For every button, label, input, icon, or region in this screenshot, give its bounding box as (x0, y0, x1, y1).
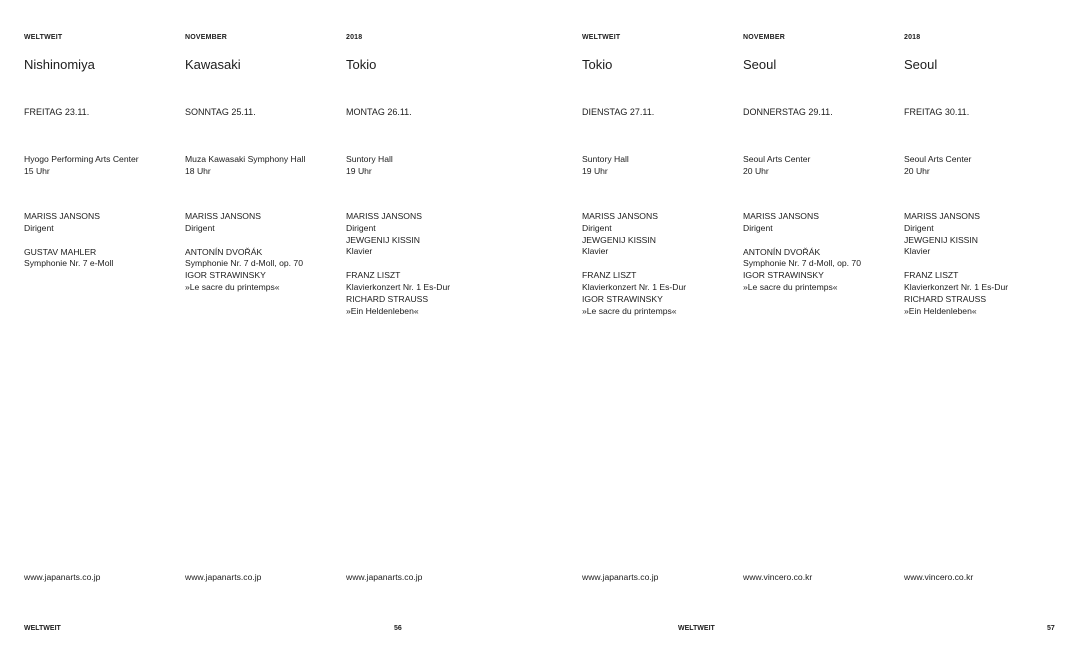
performer-role: Dirigent (743, 222, 773, 233)
composer-name: ANTONÍN DVOŘÁK (185, 246, 263, 257)
work-title: Symphonie Nr. 7 d-Moll, op. 70 (743, 258, 861, 269)
concert-column-nishinomiya (24, 0, 174, 600)
column-header: 2018 (346, 34, 363, 41)
performer-name: MARISS JANSONS (346, 211, 422, 221)
work-title: Klavierkonzert Nr. 1 Es-Dur (582, 281, 687, 292)
venue-name: Seoul Arts Center (904, 154, 972, 164)
performer-role: Dirigent (185, 222, 215, 233)
performer-name: JEWGENIJ KISSIN (904, 234, 979, 245)
work-title: Symphonie Nr. 7 e-Moll (24, 258, 114, 269)
column-header: WELTWEIT (24, 34, 63, 41)
concert-time: 20 Uhr (904, 165, 930, 176)
page-number-left: 56 (394, 625, 402, 632)
work-title: »Le sacre du printemps« (582, 305, 677, 316)
program-block (904, 211, 1008, 317)
footer-right-label: WELTWEIT (678, 625, 715, 632)
composer-name: IGOR STRAWINSKY (185, 270, 266, 281)
concert-time: 15 Uhr (24, 165, 50, 176)
city-name: Seoul (743, 57, 777, 72)
concert-date: MONTAG 26.11. (346, 107, 412, 117)
composer-name: IGOR STRAWINSKY (582, 293, 663, 304)
performer-role: Dirigent (346, 222, 376, 233)
performer-name: MARISS JANSONS (185, 211, 261, 221)
venue-block (743, 154, 810, 177)
composer-name: IGOR STRAWINSKY (743, 270, 824, 281)
performer-name: MARISS JANSONS (743, 211, 819, 221)
composer-name: ANTONÍN DVOŘÁK (743, 246, 821, 257)
footer-left-label: WELTWEIT (24, 625, 61, 632)
performer-role: Dirigent (582, 222, 612, 233)
concert-column-seoul-29 (743, 0, 893, 600)
city-name: Tokio (582, 57, 613, 72)
page-number-right: 57 (1047, 625, 1055, 632)
concert-column-seoul-30 (904, 0, 1054, 600)
performer-role: Klavier (904, 246, 931, 257)
website-link[interactable]: www.vincero.co.kr (743, 572, 813, 582)
concert-time: 19 Uhr (346, 165, 372, 176)
concert-column-kawasaki (185, 0, 335, 600)
concert-time: 19 Uhr (582, 165, 608, 176)
work-title: Symphonie Nr. 7 d-Moll, op. 70 (185, 258, 303, 269)
venue-name: Suntory Hall (346, 154, 393, 164)
concert-date: DONNERSTAG 29.11. (743, 107, 833, 117)
performer-role: Dirigent (24, 222, 54, 233)
city-name: Seoul (904, 57, 938, 72)
work-title: »Ein Heldenleben« (346, 305, 419, 316)
concert-date: DIENSTAG 27.11. (582, 107, 655, 117)
performer-name: JEWGENIJ KISSIN (346, 234, 421, 245)
city-name: Tokio (346, 57, 377, 72)
program-block (743, 211, 861, 294)
website-link[interactable]: www.japanarts.co.jp (346, 572, 423, 582)
concert-column-tokio-27 (582, 0, 732, 600)
concert-time: 18 Uhr (185, 165, 211, 176)
venue-name: Hyogo Performing Arts Center (24, 154, 139, 164)
website-link[interactable]: www.japanarts.co.jp (185, 572, 262, 582)
work-title: Klavierkonzert Nr. 1 Es-Dur (346, 281, 451, 292)
work-title: Klavierkonzert Nr. 1 Es-Dur (904, 281, 1009, 292)
website-link[interactable]: www.japanarts.co.jp (24, 572, 101, 582)
column-header: NOVEMBER (743, 34, 786, 41)
composer-name: RICHARD STRAUSS (346, 293, 429, 304)
website-link[interactable]: www.vincero.co.kr (904, 572, 974, 582)
performer-role: Klavier (582, 246, 609, 257)
work-title: »Ein Heldenleben« (904, 305, 977, 316)
concert-date: FREITAG 30.11. (904, 107, 970, 117)
venue-name: Suntory Hall (582, 154, 629, 164)
composer-name: GUSTAV MAHLER (24, 246, 97, 257)
performer-role: Dirigent (904, 222, 934, 233)
venue-block (346, 154, 393, 177)
venue-block (904, 154, 971, 177)
concert-date: FREITAG 23.11. (24, 107, 90, 117)
program-block (346, 211, 450, 317)
performer-name: MARISS JANSONS (24, 211, 100, 221)
program-block (582, 211, 686, 317)
venue-block (582, 154, 629, 177)
composer-name: FRANZ LISZT (904, 270, 959, 281)
city-name: Nishinomiya (24, 57, 95, 72)
composer-name: FRANZ LISZT (582, 270, 637, 281)
composer-name: RICHARD STRAUSS (904, 293, 987, 304)
venue-name: Muza Kawasaki Symphony Hall (185, 154, 306, 164)
concert-time: 20 Uhr (743, 165, 769, 176)
composer-name: FRANZ LISZT (346, 270, 401, 281)
program-block (24, 211, 113, 270)
venue-block (24, 154, 139, 177)
program-block (185, 211, 303, 294)
column-header: WELTWEIT (582, 34, 621, 41)
city-name: Kawasaki (185, 57, 241, 72)
performer-role: Klavier (346, 246, 373, 257)
venue-block (185, 154, 305, 177)
work-title: »Le sacre du printemps« (185, 281, 280, 292)
performer-name: JEWGENIJ KISSIN (582, 234, 657, 245)
venue-name: Seoul Arts Center (743, 154, 811, 164)
performer-name: MARISS JANSONS (904, 211, 980, 221)
column-header: 2018 (904, 34, 921, 41)
concert-column-tokio-26 (346, 0, 496, 600)
work-title: »Le sacre du printemps« (743, 281, 838, 292)
concert-date: SONNTAG 25.11. (185, 107, 256, 117)
performer-name: MARISS JANSONS (582, 211, 658, 221)
column-header: NOVEMBER (185, 34, 228, 41)
website-link[interactable]: www.japanarts.co.jp (582, 572, 659, 582)
